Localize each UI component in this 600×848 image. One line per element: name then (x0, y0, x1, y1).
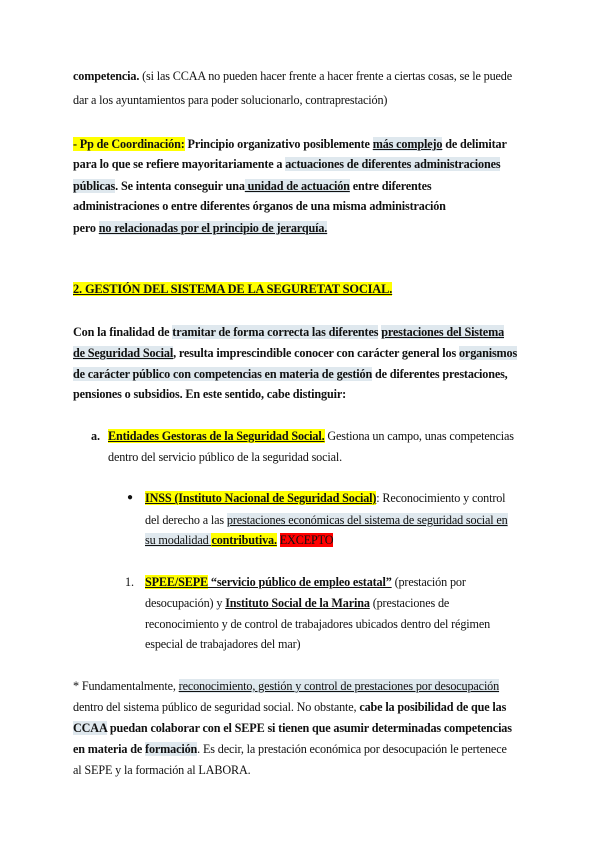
inss-line-3: su modalidad contributiva. EXCEPTO (145, 533, 334, 547)
excepto-flag: EXCEPTO (279, 533, 334, 547)
coord-line-5: pero no relacionadas por el principio de jerarquía. (73, 221, 328, 235)
coord-line-4: administraciones o entre diferentes órganos de una misma administración (73, 199, 446, 213)
inss-line-2: del derecho a las prestaciones económicas del sistema de seguridad social en (145, 513, 508, 527)
para1-line-3: de carácter público con competencias en materia de gestión de diferentes prestaciones, (73, 367, 508, 381)
para1-line-1: Con la finalidad de tramitar de forma correcta las diferentes prestaciones del Sistema (73, 325, 505, 339)
coord-label: - Pp de Coordinación: (73, 137, 185, 151)
bullet-icon: ● (127, 492, 133, 503)
para1-line-2: de Seguridad Social, resulta imprescindible conocer con carácter general los organismos (73, 346, 518, 360)
competencia-term: competencia. (73, 69, 140, 83)
coord-line-3: públicas. Se intenta conseguir una unidad de actuación entre diferentes (73, 179, 432, 193)
note-line-4: en materia de formación. Es decir, la prestación económica por desocupación le pertenece (73, 742, 507, 756)
item-1-line-3: reconocimiento y de control de trabajadores ubicados dentro del régimen (145, 617, 491, 631)
para1-line-4: pensiones o subsidios. En este sentido, cabe distinguir: (73, 387, 346, 401)
inss-line-1: INSS (Instituto Nacional de Seguridad Social): Reconocimiento y control (145, 491, 506, 505)
intro-line-2: dar a los ayuntamientos para poder solucionarlo, contraprestación) (73, 93, 388, 107)
coord-line-2: para lo que se refiere mayoritariamente a actuaciones de diferentes administraciones (73, 157, 501, 171)
inss-title: INSS (Instituto Nacional de Seguridad Social) (145, 491, 377, 505)
item-a-line-2: dentro del servicio público de la seguridad social. (108, 450, 342, 464)
item-1-line-1: SPEE/SEPE “servicio público de empleo estatal” (prestación por (145, 575, 466, 589)
item-a-marker: a. (91, 429, 100, 443)
note-line-2: dentro del sistema público de seguridad social. No obstante, cabe la posibilidad de que las (73, 700, 507, 714)
item-1-marker: 1. (125, 575, 134, 589)
note-line-5: al SEPE y la formación al LABORA. (73, 763, 251, 777)
note-line-3: CCAA puedan colaborar con el SEPE si tienen que asumir determinadas competencias (73, 721, 512, 735)
ism-title: Instituto Social de la Marina (225, 596, 370, 610)
item-1-line-4: especial de trabajadores del mar) (145, 637, 301, 651)
item-a-title: Entidades Gestoras de la Seguridad Social. (108, 429, 325, 443)
item-1-line-2: desocupación) y Instituto Social de la Marina (prestaciones de (145, 596, 450, 610)
sepe-title: SPEE/SEPE (145, 575, 208, 589)
intro-line-1: competencia. (si las CCAA no pueden hacer frente a hacer frente a ciertas cosas, se le puede (73, 69, 512, 83)
section-heading (73, 281, 392, 297)
section-title: 2. GESTIÓN DEL SISTEMA DE LA SEGURETAT SOCIAL. (73, 282, 393, 296)
item-a-line-1: Entidades Gestoras de la Seguridad Social. Gestiona un campo, unas competencias (108, 429, 514, 443)
coord-line-1: - Pp de Coordinación: Principio organizativo posiblemente más complejo de delimitar (73, 137, 507, 151)
note-line-1: * Fundamentalmente, reconocimiento, gestión y control de prestaciones por desocupación (73, 679, 500, 693)
